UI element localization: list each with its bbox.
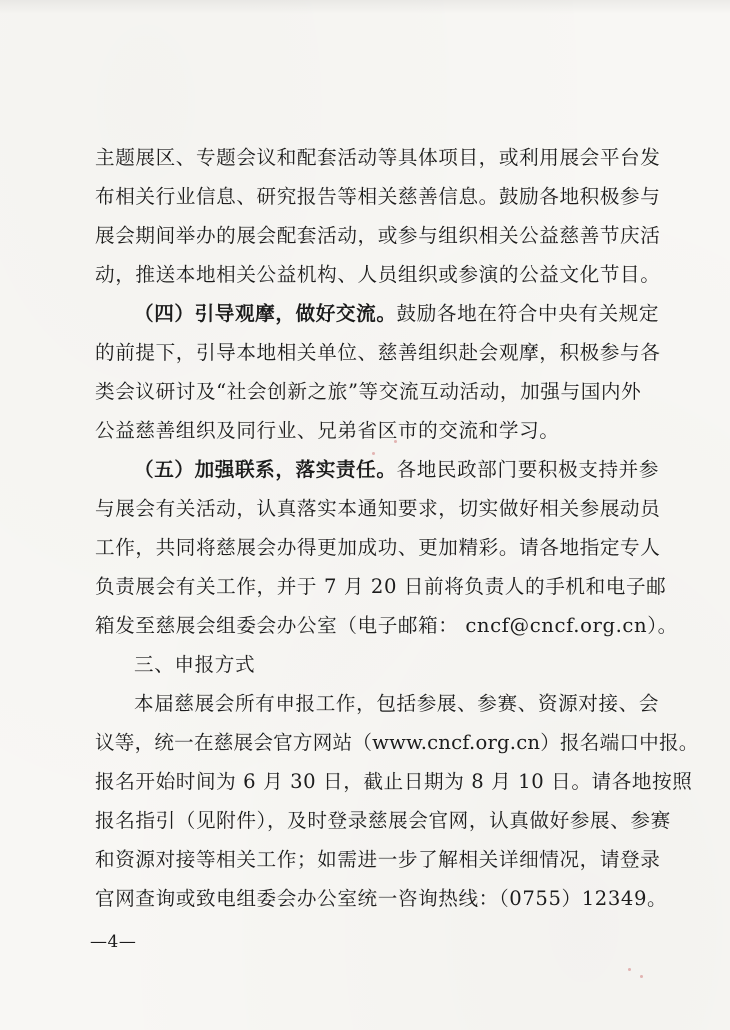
scan-edge [0,0,730,14]
section-5-first-text: 各地民政部门要积极支持并参 [396,458,660,481]
section-3-heading: 三、申报方式 [134,653,256,676]
body-line: 负责展会有关工作，并于 7 月 20 日前将负责人的手机和电子邮 [95,575,667,598]
scan-speck [372,452,375,455]
body-line: 公益慈善组织及同行业、兄弟省区市的交流和学习。 [95,419,560,442]
scan-speck [640,975,643,978]
section-4-first-text: 鼓励各地在符合中央有关规定 [396,302,660,325]
body-line: 类会议研讨及“社会创新之旅”等交流互动活动，加强与国内外 [95,380,642,403]
body-line: 工作，共同将慈展会办得更加成功、更加精彩。请各地指定专人 [95,536,661,559]
body-line: 主题展区、专题会议和配套活动等具体项目，或利用展会平台发 [95,146,661,169]
section-5-heading: （五）加强联系，落实责任。 [134,458,397,481]
body-line: 议等，统一在慈展会官方网站（www.cncf.org.cn）报名端口中报。 [95,731,699,754]
section-5-first-line [134,458,660,482]
body-line: 报名指引（见附件），及时登录慈展会官网，认真做好参展、参赛 [95,809,671,832]
scan-speck [628,968,631,971]
body-line: 动，推送本地相关公益机构、人员组织或参演的公益文化节目。 [95,263,661,286]
body-line: 报名开始时间为 6 月 30 日，截止日期为 8 月 10 日。请各地按照 [95,770,693,793]
page-number: —4— [90,932,137,952]
body-line: 箱发至慈展会组委会办公室（电子邮箱： cncf@cncf.org.cn）。 [95,614,678,637]
body-line: 本届慈展会所有申报工作，包括参展、参赛、资源对接、会 [134,692,660,715]
body-line: 展会期间举办的展会配套活动，或参与组织相关公益慈善节庆活 [95,224,661,247]
body-line: 布相关行业信息、研究报告等相关慈善信息。鼓励各地积极参与 [95,185,661,208]
section-4-first-line [134,302,660,326]
body-line: 和资源对接等相关工作；如需进一步了解相关详细情况，请登录 [95,848,661,871]
body-line: 官网查询或致电组委会办公室统一咨询热线：（0755）12349。 [95,887,668,910]
section-4-heading: （四）引导观摩，做好交流。 [134,302,397,325]
body-line: 与展会有关活动，认真落实本通知要求，切实做好相关参展动员 [95,497,661,520]
scan-speck [394,440,397,443]
body-line: 的前提下，引导本地相关单位、慈善组织赴会观摩，积极参与各 [95,341,661,364]
